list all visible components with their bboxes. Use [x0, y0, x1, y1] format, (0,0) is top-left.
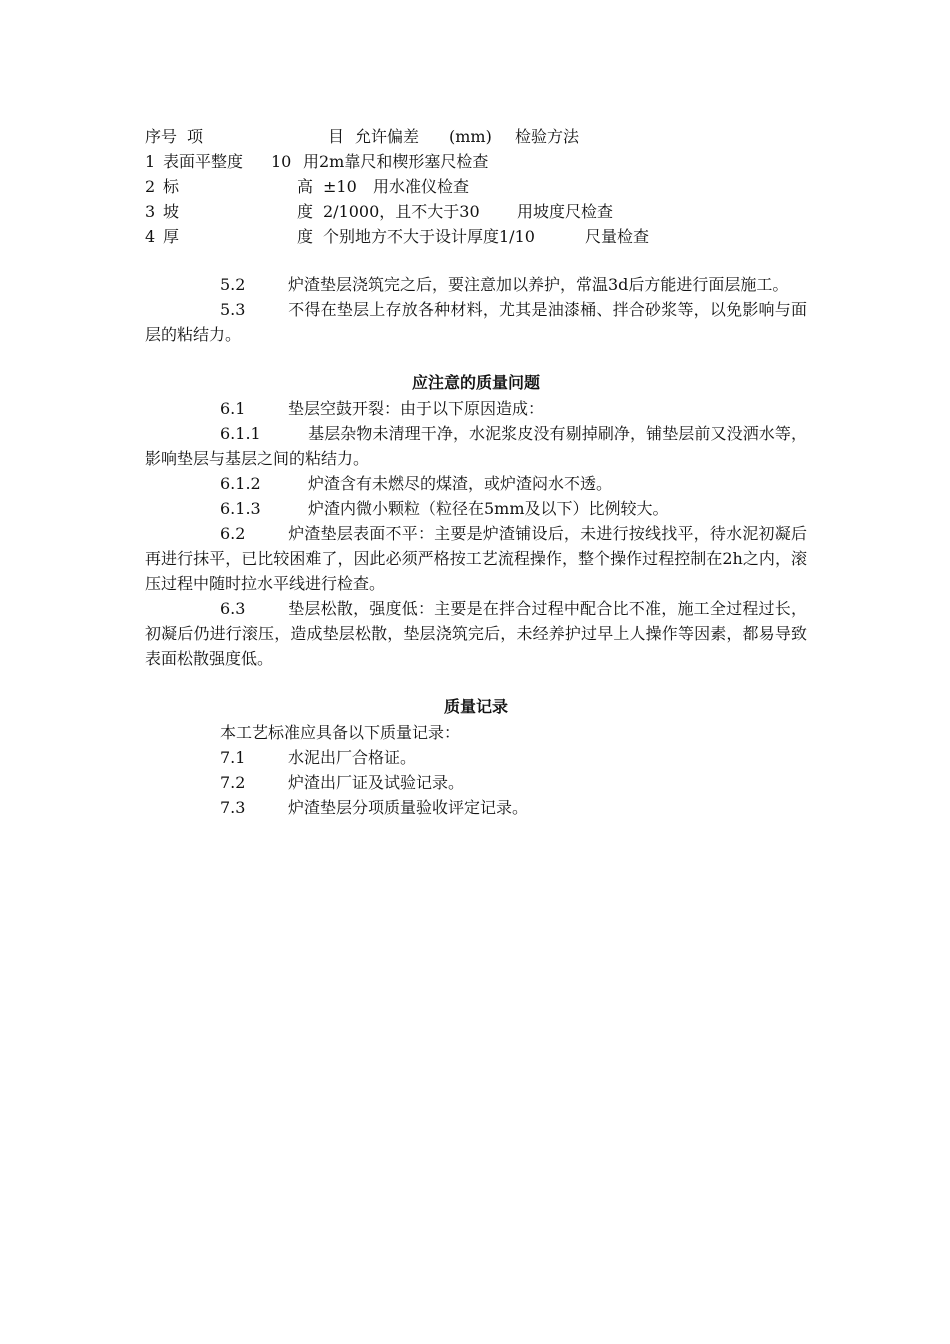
paragraph-6-1-2 — [145, 471, 807, 496]
paragraph-7-2 — [145, 770, 807, 795]
table-row — [145, 199, 807, 224]
document-page — [145, 124, 807, 820]
header-unit: (mm) — [449, 127, 492, 146]
row-method: 尺量检查 — [585, 227, 650, 246]
section-heading-quality-records: 质量记录 — [443, 697, 508, 716]
row-item-a: 厚 — [163, 227, 180, 246]
clause-text: 垫层空鼓开裂：由于以下原因造成： — [288, 399, 545, 418]
intro-text: 本工艺标准应具备以下质量记录： — [220, 723, 461, 742]
clause-number: 7.3 — [220, 798, 246, 817]
row-tolerance: 10 — [271, 152, 292, 171]
row-method: 用坡度尺检查 — [517, 202, 614, 221]
clause-text: 炉渣含有未燃尽的煤渣，或炉渣闷水不透。 — [308, 474, 613, 493]
clause-text: 基层杂物未清理干净，水泥浆皮没有剔掉刷净，铺垫层前又没洒水等，影响垫层与基层之间的粘结力。 — [145, 424, 807, 468]
header-item-b: 目 — [328, 127, 345, 146]
paragraph-6-3 — [145, 596, 807, 671]
clause-text: 炉渣垫层浇筑完之后，要注意加以养护，常温3d后方能进行面层施工。 — [288, 275, 789, 294]
clause-text: 炉渣垫层表面不平：主要是炉渣铺设后，未进行按线找平，待水泥初凝后再进行抹平，已比较困难了，因此必须严格按工艺流程操作，整个操作过程控制在2h之内，滚压过程中随时拉水平线进行检查。 — [145, 524, 807, 593]
row-no: 2 — [145, 177, 156, 196]
row-item-b: 度 — [297, 202, 314, 221]
clause-number: 5.3 — [220, 300, 246, 319]
paragraph-5-3 — [145, 297, 807, 347]
clause-text: 水泥出厂合格证。 — [288, 748, 417, 767]
row-item-a: 坡 — [163, 202, 180, 221]
paragraph-6-1-3 — [145, 496, 807, 521]
header-item-a: 项 — [187, 127, 204, 146]
section-heading-quality-issues: 应注意的质量问题 — [411, 373, 540, 392]
row-no: 4 — [145, 227, 156, 246]
clause-number: 5.2 — [220, 275, 246, 294]
table-row — [145, 224, 807, 249]
clause-number: 6.2 — [220, 524, 246, 543]
clause-number: 6.1 — [220, 399, 246, 418]
clause-number: 7.1 — [220, 748, 246, 767]
header-method: 检验方法 — [515, 127, 580, 146]
clause-text: 垫层松散，强度低：主要是在拌合过程中配合比不准，施工全过程过长，初凝后仍进行滚压，造成垫层松散，垫层浇筑完后，未经养护过早上人操作等因素，都易导致表面松散强度低。 — [145, 599, 807, 668]
clause-number: 6.1.2 — [220, 474, 261, 493]
paragraph-6-1 — [145, 396, 807, 421]
header-no: 序号 — [145, 127, 178, 146]
clause-text: 不得在垫层上存放各种材料，尤其是油漆桶、拌合砂浆等，以免影响与面层的粘结力。 — [145, 300, 807, 344]
clause-number: 6.1.3 — [220, 499, 261, 518]
row-no: 3 — [145, 202, 156, 221]
table-row — [145, 174, 807, 199]
paragraph-7-1 — [145, 745, 807, 770]
row-method: 用水准仪检查 — [373, 177, 470, 196]
row-item: 表面平整度 — [163, 152, 244, 171]
row-method: 用2m靠尺和楔形塞尺检查 — [303, 152, 489, 171]
paragraph-7-3 — [145, 795, 807, 820]
clause-number: 6.1.1 — [220, 424, 261, 443]
paragraph-5-2 — [145, 272, 807, 297]
row-tolerance: 个别地方不大于设计厚度1/10 — [323, 227, 535, 246]
header-tolerance: 允许偏差 — [355, 127, 420, 146]
table-row — [145, 149, 807, 174]
row-item-a: 标 — [163, 177, 180, 196]
paragraph-6-2 — [145, 521, 807, 596]
clause-text: 炉渣垫层分项质量验收评定记录。 — [288, 798, 529, 817]
row-item-b: 度 — [297, 227, 314, 246]
table-header — [145, 124, 807, 149]
clause-text: 炉渣内微小颗粒（粒径在5mm及以下）比例较大。 — [308, 499, 669, 518]
row-item-b: 高 — [297, 177, 314, 196]
paragraph-6-1-1 — [145, 421, 807, 471]
paragraph-7-intro — [145, 720, 807, 745]
row-no: 1 — [145, 152, 156, 171]
clause-number: 7.2 — [220, 773, 246, 792]
row-tolerance: ±10 — [323, 177, 357, 196]
clause-number: 6.3 — [220, 599, 246, 618]
clause-text: 炉渣出厂证及试验记录。 — [288, 773, 465, 792]
row-tolerance: 2/1000，且不大于30 — [323, 202, 480, 221]
